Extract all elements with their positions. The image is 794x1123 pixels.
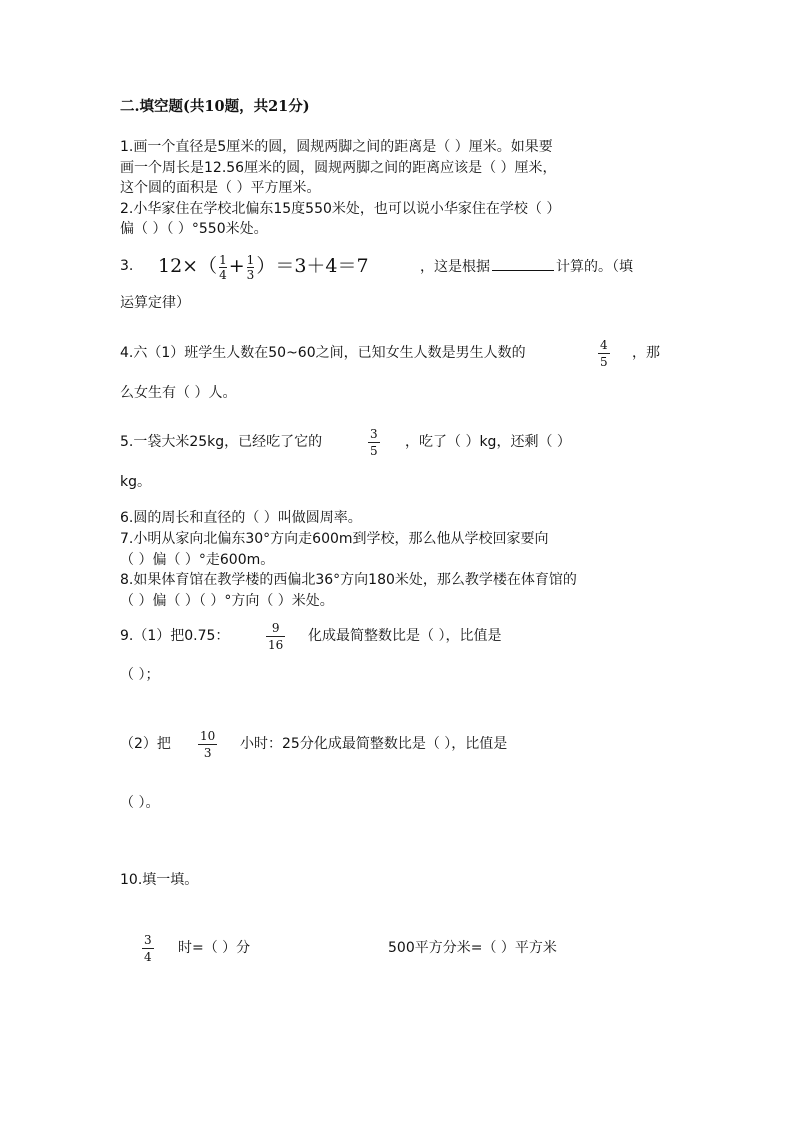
q1-line3: 这个圆的面积是（ ）平方厘米。 bbox=[120, 180, 321, 196]
section-title: 二.填空题(共10题，共21分) bbox=[120, 98, 310, 115]
q7-line1: 7.小明从家向北偏东30°方向走600m到学校，那么他从学校回家要向 bbox=[120, 531, 549, 547]
q5-text-b: ，吃了（ ）kg，还剩（ ） bbox=[405, 434, 571, 450]
q5-fraction bbox=[368, 427, 380, 458]
q3-answer-blank[interactable] bbox=[492, 256, 554, 271]
q4-line2: 么女生有（ ）人。 bbox=[120, 385, 237, 401]
q4-numerator: 4 bbox=[600, 338, 608, 352]
q4-denominator: 5 bbox=[600, 355, 608, 369]
q5-text-a: 5.一袋大米25kg，已经吃了它的 bbox=[120, 434, 323, 450]
q10-numerator: 3 bbox=[144, 933, 152, 947]
q4-fraction bbox=[598, 338, 610, 369]
q9-part2-a: （2）把 bbox=[120, 736, 171, 752]
q9-part2-b: 小时：25分化成最简整数比是（ ），比值是 bbox=[240, 736, 508, 752]
q7-line2: （ ）偏（ ）°走600m。 bbox=[120, 552, 275, 568]
q1-line1: 1.画一个直径是5厘米的圆，圆规两脚之间的距离是（ ）厘米。如果要 bbox=[120, 139, 553, 155]
q9-f1-numerator: 9 bbox=[271, 621, 280, 635]
q3-expr-right: ）＝3＋4＝7 bbox=[256, 255, 369, 277]
q2-line1: 2.小华家住在学校北偏东15度550米处，也可以说小华家住在学校（ ） bbox=[120, 201, 561, 217]
q3-expression bbox=[158, 251, 369, 281]
q3-f1-denominator: 4 bbox=[219, 267, 227, 282]
q5-numerator: 3 bbox=[370, 427, 378, 441]
q8-line1: 8.如果体育馆在教学楼的西偏北36°方向180米处，那么教学楼在体育馆的 bbox=[120, 572, 577, 588]
q5-line2: kg。 bbox=[120, 474, 151, 490]
q3-f2-denominator: 3 bbox=[246, 267, 255, 282]
q3-line2: 运算定律） bbox=[120, 295, 190, 311]
q9-part1-b: 化成最简整数比是（ ），比值是 bbox=[308, 628, 502, 644]
q6-line1: 6.圆的周长和直径的（ ）叫做圆周率。 bbox=[120, 510, 362, 526]
q9-f1-denominator: 16 bbox=[268, 638, 284, 652]
q5-denominator: 5 bbox=[370, 444, 378, 458]
q4-text-a: 4.六（1）班学生人数在50~60之间，已知女生人数是男生人数的 bbox=[120, 345, 526, 361]
q10-title: 10.填一填。 bbox=[120, 872, 199, 888]
q3-plus: + bbox=[228, 255, 245, 277]
q3-fraction-1 bbox=[219, 254, 227, 281]
q4-text-b: ，那 bbox=[632, 345, 660, 361]
q9-f2-numerator: 10 bbox=[200, 729, 216, 743]
q10-item2: 500平方分米=（ ）平方米 bbox=[388, 940, 557, 956]
q9-fraction-2 bbox=[198, 729, 217, 760]
q3-tail bbox=[420, 256, 633, 277]
q3-number: 3. bbox=[120, 258, 134, 274]
q3-fraction-2 bbox=[247, 254, 255, 281]
q10-item1: 时=（ ）分 bbox=[178, 940, 251, 956]
q9-part1-line2: （ ）； bbox=[120, 667, 160, 683]
q3-tail-b: 计算的。（填 bbox=[556, 259, 633, 275]
q9-part1-a: 9.（1）把0.75： bbox=[120, 628, 230, 644]
q3-tail-a: ，这是根据 bbox=[420, 259, 490, 275]
q2-line2: 偏（ ）（ ）°550米处。 bbox=[120, 221, 268, 237]
q8-line2: （ ）偏（ ）（ ）°方向（ ）米处。 bbox=[120, 593, 334, 609]
q9-f2-denominator: 3 bbox=[203, 746, 212, 760]
q10-denominator: 4 bbox=[144, 950, 152, 964]
q9-part2-line2: （ ）。 bbox=[120, 795, 160, 811]
q3-expr-left: 12×（ bbox=[158, 255, 218, 277]
q9-fraction-1 bbox=[266, 621, 285, 652]
q1-line2: 画一个周长是12.56厘米的圆，圆规两脚之间的距离应该是（ ）厘米， bbox=[120, 160, 557, 176]
q3-f2-numerator: 1 bbox=[246, 252, 255, 267]
q3-f1-numerator: 1 bbox=[219, 252, 227, 267]
q10-fraction bbox=[142, 933, 154, 964]
